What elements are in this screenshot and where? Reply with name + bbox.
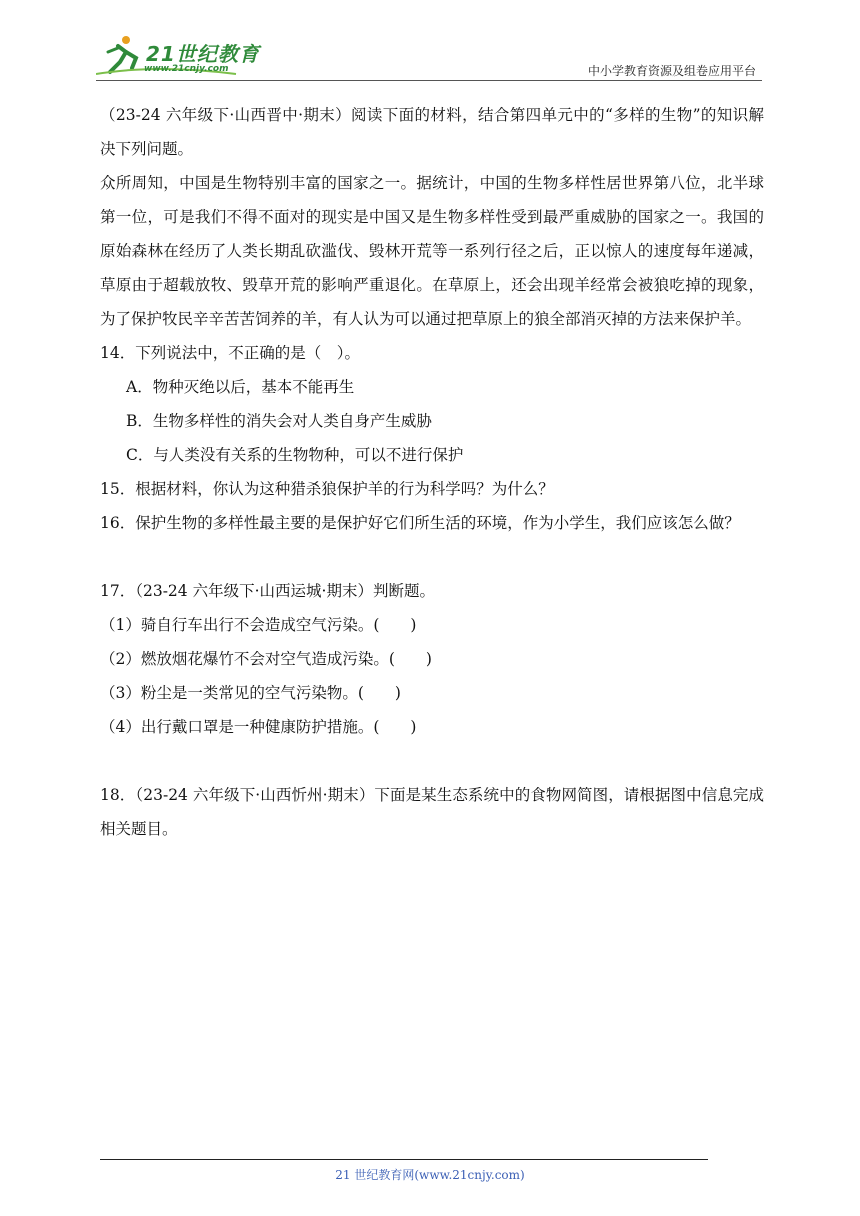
question-14-option-b: B．生物多样性的消失会对人类自身产生威胁: [126, 412, 432, 430]
question-14-option-a: A．物种灭绝以后，基本不能再生: [126, 378, 355, 396]
reading-passage: 众所周知，中国是生物特别丰富的国家之一。据统计，中国的生物多样性居世界第八位，北半球第一位，可是我们不得不面对的现实是中国又是生物多样性受到最严重威胁的国家之一。我国的原始森林在经历了人类长期乱砍滥伐、毁林开荒等一系列行径之后，正以惊人的速度每年递减，草原由于超载放牧、毁草开荒的影响严重退化。在草原上，还会出现羊经常会被狼吃掉的现象，为了保护牧民辛辛苦苦饲养的羊，有人认为可以通过把草原上的狼全部消灭掉的方法来保护羊。: [100, 174, 764, 328]
footer-text: 21 世纪教育网(www.21cnjy.com): [335, 1168, 525, 1182]
header-tagline: 中小学教育资源及组卷应用平台: [587, 64, 756, 78]
question-17-item-2: （2）燃放烟花爆竹不会对空气造成污染。( ): [100, 650, 432, 668]
document-body: [100, 98, 764, 846]
question-17: 17．（23-24 六年级下·山西运城·期末）判断题。: [100, 582, 435, 600]
spacer: [100, 744, 764, 778]
page-header: [0, 0, 860, 90]
question-16: 16．保护生物的多样性最主要的是保护好它们所生活的环境，作为小学生，我们应该怎么做？: [100, 514, 740, 532]
question-17-item-3: （3）粉尘是一类常见的空气污染物。( ): [100, 684, 401, 702]
header-divider: [96, 80, 762, 81]
question-17-item-1: （1）骑自行车出行不会造成空气污染。( ): [100, 616, 417, 634]
logo-url: www.21cnjy.com: [144, 64, 229, 74]
question-17-item-4: （4）出行戴口罩是一种健康防护措施。( ): [100, 718, 417, 736]
footer-divider: [100, 1159, 708, 1160]
question-14: 14．下列说法中，不正确的是（ ）。: [100, 344, 360, 362]
question-14-option-c: C．与人类没有关系的生物物种，可以不进行保护: [126, 446, 464, 464]
question-18: 18．（23-24 六年级下·山西忻州·期末）下面是某生态系统中的食物网简图，请根据图中信息完成相关题目。: [100, 786, 764, 838]
question-intro: （23-24 六年级下·山西晋中·期末）阅读下面的材料，结合第四单元中的“多样的生物”的知识解决下列问题。: [100, 106, 764, 158]
question-15: 15．根据材料，你认为这种猎杀狼保护羊的行为科学吗？为什么？: [100, 480, 554, 498]
logo-text: 21世纪教育: [146, 42, 260, 66]
spacer: [100, 540, 764, 574]
